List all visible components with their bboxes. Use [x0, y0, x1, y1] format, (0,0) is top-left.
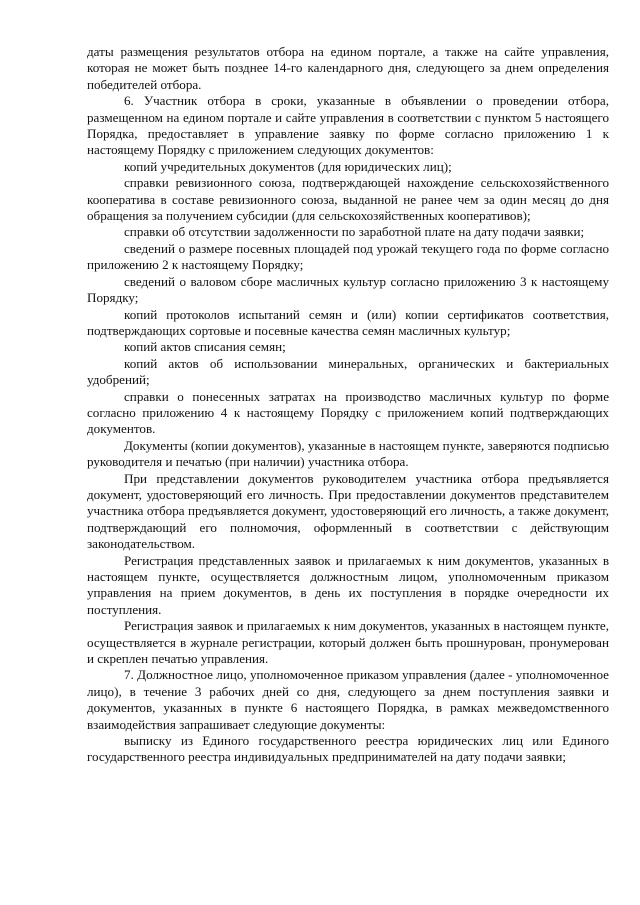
paragraph-identity-documents: При представлении документов руководителем участника отбора предъявляется документ, удостоверяющий его личность. При предоставлении документов представителем участника отбора предъявляется документ, удостоверяющий его личность, а также документ, подтверждающий его полномочия, оформленный в соответствии с действующим законодательством. — [87, 470, 609, 552]
list-item-costs-certificate: справки о понесенных затратах на производство масличных культур по форме согласно приложению 4 к настоящему Порядку с приложением копий подтверждающих документов. — [87, 388, 609, 437]
list-item-fertilizer-acts: копий актов об использовании минеральных, органических и бактериальных удобрений; — [87, 355, 609, 388]
list-item-charter-documents: копий учредительных документов (для юридических лиц); — [124, 158, 452, 174]
list-item-seed-test-protocols: копий протоколов испытаний семян и (или) копии сертификатов соответствия, подтверждающих сортовые и посевные качества семян масличных культур; — [87, 306, 609, 338]
paragraph-registration-official: Регистрация представленных заявок и прилагаемых к ним документов, указанных в настоящем пункте, осуществляется должностным лицом, уполномоченным приказом управления на прием документов, в день их поступления в порядке очередности их поступления. — [87, 552, 609, 617]
document-page — [87, 44, 609, 766]
paragraph-documents-certification: Документы (копии документов), указанные в настоящем пункте, заверяются подписью руководителя и печатью (при наличии) участника отбора. — [87, 437, 610, 470]
paragraph-item-7: 7. Должностное лицо, уполномоченное приказом управления (далее - уполномоченное лицо), в течение 3 рабочих дней со дня, следующего за днем поступления заявки и документов, указанных в пункте 6 настоящего Порядка, в рамках межведомственного взаимодействия запрашивает следующие документы: — [87, 667, 609, 732]
list-item-registry-extract: выписку из Единого государственного реестра юридических лиц или Единого государственного реестра индивидуальных предпринимателей на дату подачи заявки; — [87, 733, 609, 765]
list-item-audit-union-certificate: справки ревизионного союза, подтверждающей нахождение сельскохозяйственного кооператива в составе ревизионного союза, выданной не ранее чем за один месяц до дня обращения за получением субсидии (для сельскохозяйственных кооперативов); — [87, 175, 609, 224]
paragraph-item-6: 6. Участник отбора в сроки, указанные в объявлении о проведении отбора, размещенном на едином портале и сайте управления в соответствии с пунктом 5 настоящего Порядка, предоставляет в управление заявку по форме согласно приложению 1 к настоящему Порядку с приложением следующих документов: — [87, 93, 609, 158]
paragraph-registration-journal: Регистрация заявок и прилагаемых к ним документов, указанных в настоящем пункте, осуществляется в журнале регистрации, который должен быть прошнурован, пронумерован и скреплен печатью управления. — [87, 618, 609, 667]
paragraph-publication-date: даты размещения результатов отбора на едином портале, а также на сайте управления, которая не может быть позднее 14-го календарного дня, следующего за днем определения победителей отбора. — [87, 44, 609, 92]
list-item-seed-writeoff-acts: копий актов списания семян; — [124, 339, 286, 355]
list-item-gross-harvest-info: сведений о валовом сборе масличных культур согласно приложению 3 к настоящему Порядку; — [87, 273, 609, 306]
list-item-sown-area-info: сведений о размере посевных площадей под урожай текущего года по форме согласно приложению 2 к настоящему Порядку; — [87, 240, 609, 273]
list-item-no-wage-debt-certificate: справки об отсутствии задолженности по заработной плате на дату подачи заявки; — [124, 224, 585, 240]
